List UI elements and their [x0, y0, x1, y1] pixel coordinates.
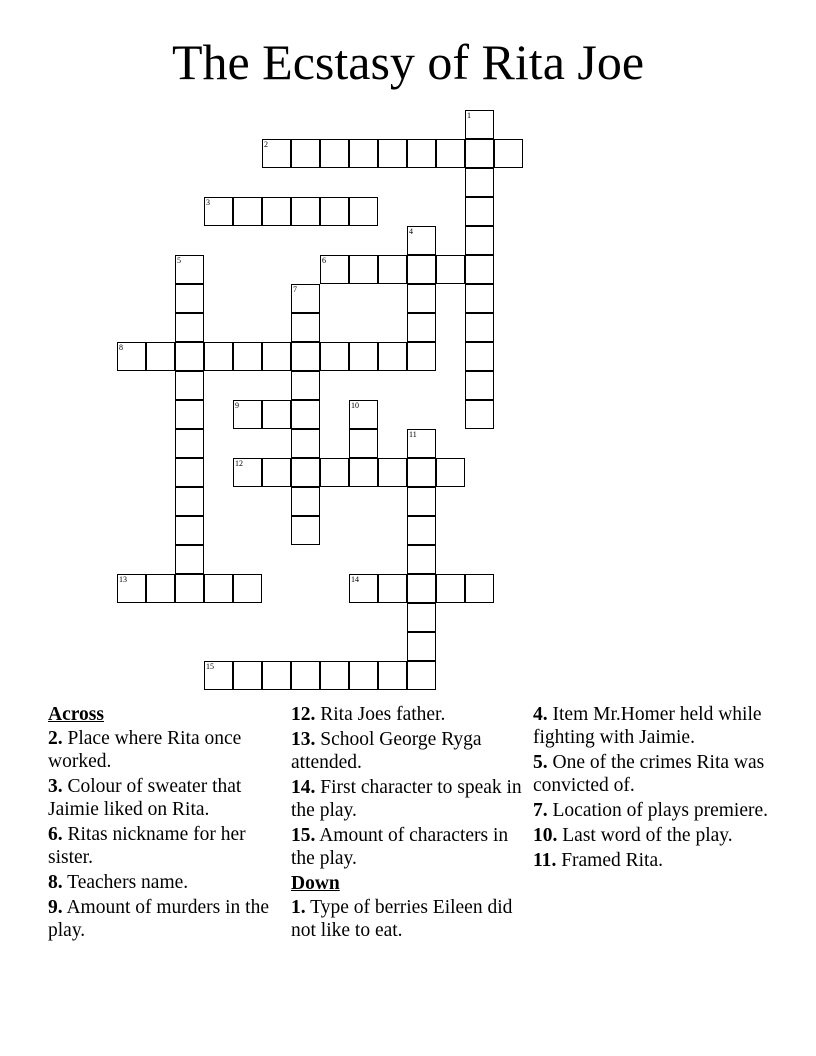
across-clue-12: 12. Rita Joes father. [291, 704, 446, 725]
down-clue-7: 7. Location of plays premiere. [533, 800, 768, 821]
grid-cell[interactable] [436, 458, 465, 487]
grid-cell[interactable] [349, 400, 378, 429]
grid-cell[interactable] [436, 255, 465, 284]
grid-cell[interactable] [291, 458, 320, 487]
cell-number: 13 [119, 575, 127, 584]
grid-cell[interactable] [175, 487, 204, 516]
grid-cell[interactable] [117, 342, 146, 371]
grid-cell[interactable] [291, 400, 320, 429]
grid-cell[interactable] [465, 400, 494, 429]
grid-cell[interactable] [204, 661, 233, 690]
cell-number: 1 [467, 111, 471, 120]
grid-cell[interactable] [407, 284, 436, 313]
grid-cell[interactable] [117, 574, 146, 603]
grid-cell[interactable] [320, 255, 349, 284]
grid-cell[interactable] [407, 429, 436, 458]
cell-number: 15 [206, 662, 214, 671]
cell-number: 10 [351, 401, 359, 410]
grid-cell[interactable] [291, 516, 320, 545]
grid-cell[interactable] [378, 661, 407, 690]
clue-column-2 [291, 703, 531, 944]
grid-cell[interactable] [407, 603, 436, 632]
grid-cell[interactable] [175, 429, 204, 458]
grid-cell[interactable] [262, 400, 291, 429]
cell-number: 6 [322, 256, 326, 265]
across-clue-15: 15. Amount of characters in the play. [291, 825, 509, 869]
cell-number: 7 [293, 285, 297, 294]
grid-cell[interactable] [291, 661, 320, 690]
grid-cell[interactable] [465, 226, 494, 255]
grid-cell[interactable] [175, 342, 204, 371]
grid-cell[interactable] [175, 574, 204, 603]
grid-cell[interactable] [407, 632, 436, 661]
grid-cell[interactable] [291, 429, 320, 458]
grid-cell[interactable] [262, 139, 291, 168]
grid-cell[interactable] [233, 661, 262, 690]
grid-cell[interactable] [407, 313, 436, 342]
grid-cell[interactable] [407, 139, 436, 168]
grid-cell[interactable] [146, 342, 175, 371]
grid-cell[interactable] [349, 342, 378, 371]
grid-cell[interactable] [175, 516, 204, 545]
down-clue-10: 10. Last word of the play. [533, 825, 733, 846]
grid-cell[interactable] [465, 371, 494, 400]
grid-cell[interactable] [349, 139, 378, 168]
grid-cell[interactable] [436, 574, 465, 603]
grid-cell[interactable] [407, 458, 436, 487]
grid-cell[interactable] [146, 574, 175, 603]
grid-cell[interactable] [349, 255, 378, 284]
grid-cell[interactable] [378, 342, 407, 371]
grid-cell[interactable] [349, 429, 378, 458]
down-clue-1: 1. Type of berries Eileen did not like to eat. [291, 897, 513, 941]
clue-column-1 [48, 703, 288, 944]
grid-cell[interactable] [233, 400, 262, 429]
grid-cell[interactable] [175, 545, 204, 574]
across-heading: Across [48, 704, 104, 725]
grid-cell[interactable] [436, 139, 465, 168]
grid-cell[interactable] [407, 574, 436, 603]
across-clue-3: 3. Colour of sweater that Jaimie liked on Rita. [48, 776, 242, 820]
grid-cell[interactable] [320, 661, 349, 690]
grid-cell[interactable] [349, 574, 378, 603]
grid-cell[interactable] [262, 197, 291, 226]
cell-number: 5 [177, 256, 181, 265]
grid-cell[interactable] [291, 197, 320, 226]
grid-cell[interactable] [378, 255, 407, 284]
grid-cell[interactable] [291, 284, 320, 313]
grid-cell[interactable] [262, 458, 291, 487]
grid-cell[interactable] [407, 516, 436, 545]
across-clue-6: 6. Ritas nickname for her sister. [48, 824, 246, 868]
grid-cell[interactable] [175, 313, 204, 342]
grid-cell[interactable] [407, 661, 436, 690]
cell-number: 2 [264, 140, 268, 149]
grid-cell[interactable] [291, 371, 320, 400]
grid-cell[interactable] [407, 226, 436, 255]
grid-cell[interactable] [320, 139, 349, 168]
grid-cell[interactable] [291, 342, 320, 371]
down-clue-4: 4. Item Mr.Homer held while fighting with Jaimie. [533, 704, 762, 748]
clue-column-3 [533, 703, 773, 874]
grid-cell[interactable] [349, 661, 378, 690]
grid-cell[interactable] [320, 342, 349, 371]
grid-cell[interactable] [262, 661, 291, 690]
grid-cell[interactable] [465, 574, 494, 603]
grid-cell[interactable] [320, 197, 349, 226]
grid-cell[interactable] [320, 458, 349, 487]
down-clue-11: 11. Framed Rita. [533, 850, 664, 871]
grid-cell[interactable] [349, 197, 378, 226]
grid-cell[interactable] [494, 139, 523, 168]
grid-cell[interactable] [465, 197, 494, 226]
grid-cell[interactable] [233, 458, 262, 487]
grid-cell[interactable] [291, 487, 320, 516]
cell-number: 3 [206, 198, 210, 207]
grid-cell[interactable] [378, 458, 407, 487]
grid-cell[interactable] [349, 458, 378, 487]
across-clue-2: 2. Place where Rita once worked. [48, 728, 242, 772]
grid-cell[interactable] [204, 342, 233, 371]
grid-cell[interactable] [175, 284, 204, 313]
grid-cell[interactable] [465, 255, 494, 284]
grid-cell[interactable] [204, 574, 233, 603]
grid-cell[interactable] [175, 458, 204, 487]
grid-cell[interactable] [465, 313, 494, 342]
grid-cell[interactable] [378, 574, 407, 603]
grid-cell[interactable] [407, 487, 436, 516]
grid-cell[interactable] [291, 139, 320, 168]
grid-cell[interactable] [407, 342, 436, 371]
cell-number: 11 [409, 430, 417, 439]
grid-cell[interactable] [175, 371, 204, 400]
across-clue-14: 14. First character to speak in the play. [291, 777, 522, 821]
grid-cell[interactable] [204, 197, 233, 226]
across-clue-13: 13. School George Ryga attended. [291, 729, 482, 773]
grid-cell[interactable] [465, 284, 494, 313]
down-heading: Down [291, 873, 340, 894]
cell-number: 12 [235, 459, 243, 468]
grid-cell[interactable] [465, 168, 494, 197]
page-title: The Ecstasy of Rita Joe [171, 34, 645, 90]
grid-cell[interactable] [233, 197, 262, 226]
down-clue-5: 5. One of the crimes Rita was convicted of. [533, 752, 765, 796]
across-clue-8: 8. Teachers name. [48, 872, 189, 893]
grid-cell[interactable] [233, 342, 262, 371]
grid-cell[interactable] [465, 139, 494, 168]
grid-cell[interactable] [175, 400, 204, 429]
grid-cell[interactable] [291, 313, 320, 342]
cell-number: 14 [351, 575, 359, 584]
grid-cell[interactable] [407, 255, 436, 284]
grid-cell[interactable] [233, 574, 262, 603]
cell-number: 9 [235, 401, 239, 410]
across-clue-9: 9. Amount of murders in the play. [48, 897, 269, 941]
grid-cell[interactable] [262, 342, 291, 371]
cell-number: 4 [409, 227, 413, 236]
grid-cell[interactable] [465, 110, 494, 139]
grid-cell[interactable] [378, 139, 407, 168]
grid-cell[interactable] [465, 342, 494, 371]
cell-number: 8 [119, 343, 123, 352]
grid-cell[interactable] [407, 545, 436, 574]
grid-cell[interactable] [175, 255, 204, 284]
